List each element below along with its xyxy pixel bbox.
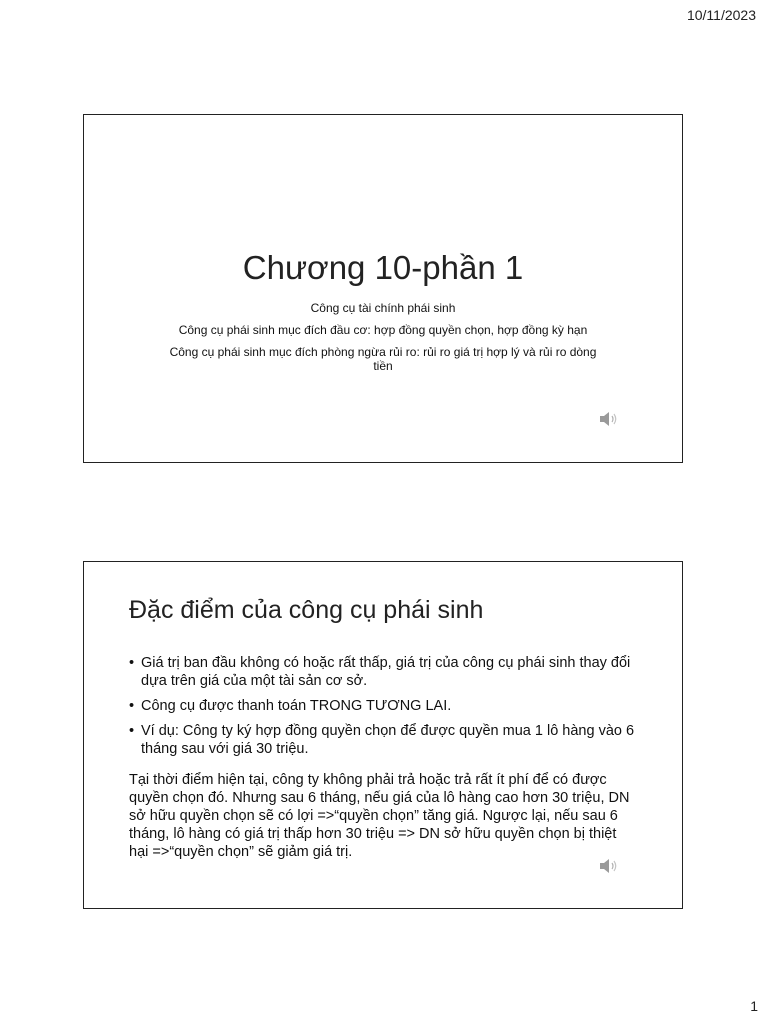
bullet-item (129, 697, 646, 715)
bullet-text: Giá trị ban đầu không có hoặc rất thấp, giá trị của công cụ phái sinh thay đổi dựa trên giá của một tài sản cơ sở. (141, 655, 631, 689)
example-paragraph: Tại thời điểm hiện tại, công ty không phải trả hoặc trả rất ít phí để có được quyền chọn đó. Nhưng sau 6 tháng, nếu giá của lô hàng cao hơn 30 triệu, DN sở hữu quyền chọn sẽ có lợi =>“quyền chọn” tăng giá. Ngược lại, nếu sau 6 tháng, lô hàng có giá trị thấp hơn 30 triệu => DN sở hữu quyền chọn bị thiệt hại =>“quyền chọn” sẽ giảm giá trị. (129, 772, 630, 860)
bullet-text: Công cụ được thanh toán TRONG TƯƠNG LAI. (141, 698, 452, 714)
bullet-symbol: • (129, 655, 135, 671)
slide-2 (83, 561, 683, 909)
slide-1-subtitle-1: Công cụ tài chính phái sinh (310, 301, 456, 315)
bullet-text: Ví dụ: Công ty ký hợp đồng quyền chọn để được quyền mua 1 lô hàng vào 6 tháng sau với giá 30 triệu. (141, 723, 635, 757)
print-date: 10/11/2023 (686, 7, 756, 23)
bullet-item (129, 654, 646, 690)
bullet-symbol: • (129, 723, 135, 739)
slide-1-subtitle-3: Công cụ phái sinh mục đích phòng ngừa rủi ro: rủi ro giá trị hợp lý và rủi ro dòng tiền (169, 345, 597, 373)
slide-2-title: Đặc điểm của công cụ phái sinh (129, 596, 484, 624)
slide-1 (83, 114, 683, 463)
slide-1-subtitle-2: Công cụ phái sinh mục đích đầu cơ: hợp đồng quyền chọn, hợp đồng kỳ hạn (178, 323, 588, 337)
bullet-list (129, 654, 646, 765)
bullet-item (129, 722, 646, 758)
bullet-symbol: • (129, 698, 135, 714)
speaker-icon[interactable] (598, 409, 620, 429)
page-number: 1 (750, 998, 758, 1014)
speaker-icon[interactable] (598, 856, 620, 876)
slide-1-title: Chương 10-phần 1 (242, 249, 524, 286)
